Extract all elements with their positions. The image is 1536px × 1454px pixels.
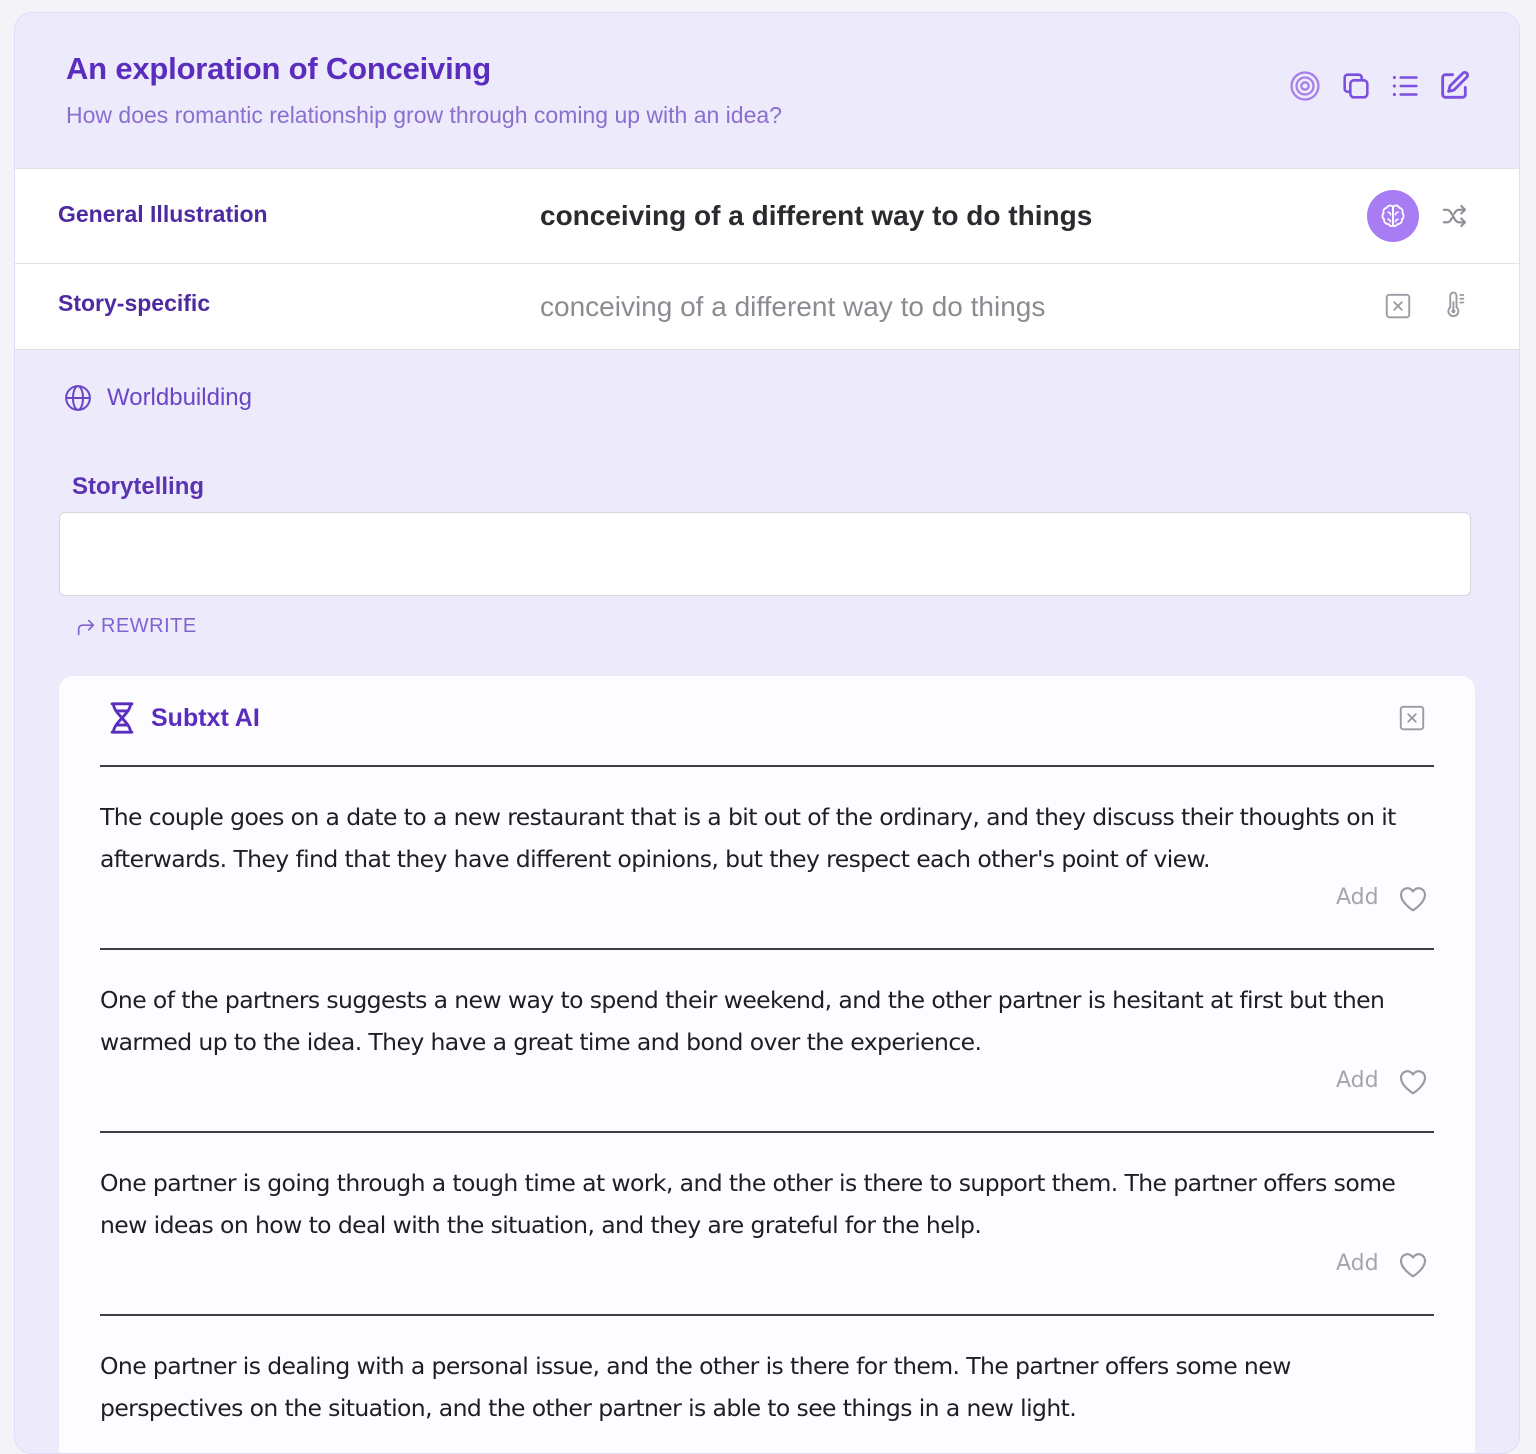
add-button[interactable]: Add	[1336, 1068, 1379, 1093]
divider	[100, 765, 1434, 767]
heart-icon[interactable]	[1397, 1066, 1429, 1098]
page-title: An exploration of Conceiving	[66, 51, 491, 86]
storytelling-label: Storytelling	[72, 473, 205, 500]
forward-arrow-icon	[75, 616, 97, 638]
general-illustration-value: conceiving of a different way to do things	[540, 200, 1093, 231]
list-button[interactable]	[1386, 67, 1424, 105]
shuffle-icon	[1440, 201, 1470, 231]
concept-card	[14, 12, 1520, 1454]
suggestion-text: The couple goes on a date to a new restaurant that is a bit out of the ordinary, and they discuss their thoughts on it afterwards. They find that they have different opinions, but they respect each other's point of view.	[100, 803, 1396, 873]
divider	[100, 1314, 1434, 1316]
globe-icon	[63, 383, 93, 413]
target-icon	[1288, 69, 1322, 103]
story-specific-row	[15, 263, 1519, 350]
storytelling-input[interactable]	[59, 512, 1471, 596]
story-specific-input[interactable]: conceiving of a different way to do things	[540, 291, 1046, 322]
ai-panel-title: Subtxt AI	[151, 703, 260, 732]
target-button[interactable]	[1286, 67, 1324, 105]
clear-button[interactable]	[1381, 289, 1415, 323]
suggestion-text: One of the partners suggests a new way to spend their weekend, and the other partner is hesitant at first but then warmed up to the idea. They have a great time and bond over the experience.	[100, 986, 1385, 1056]
thermometer-icon	[1439, 288, 1469, 322]
subtxt-ai-panel	[59, 676, 1475, 1454]
brain-button[interactable]	[1367, 190, 1419, 242]
list-icon	[1388, 69, 1422, 103]
worldbuilding-label: Worldbuilding	[107, 384, 252, 411]
suggestion-text: One partner is dealing with a personal issue, and the other is there for them. The partner offers some new perspectives on the situation, and the other partner is able to see things in a new light.	[100, 1352, 1291, 1422]
general-illustration-row	[15, 168, 1519, 263]
dna-icon	[107, 701, 137, 735]
edit-button[interactable]	[1435, 67, 1473, 105]
edit-icon	[1437, 69, 1471, 103]
divider	[100, 948, 1434, 950]
brain-icon	[1378, 201, 1408, 231]
worldbuilding-toggle[interactable]	[63, 383, 252, 413]
ai-panel-header	[107, 701, 260, 735]
rewrite-button[interactable]	[75, 615, 197, 638]
heart-icon[interactable]	[1397, 1249, 1429, 1281]
card-header	[15, 13, 1519, 168]
close-box-icon	[1397, 703, 1427, 733]
rewrite-label: REWRITE	[101, 615, 197, 637]
general-illustration-label: General Illustration	[58, 201, 268, 227]
copy-button[interactable]	[1337, 67, 1375, 105]
add-button[interactable]: Add	[1336, 885, 1379, 910]
suggestion-text: One partner is going through a tough time at work, and the other is there to support them. The partner offers some new ideas on how to deal with the situation, and they are grateful for the help.	[100, 1169, 1396, 1239]
temperature-button[interactable]	[1437, 286, 1471, 324]
page-subtitle: How does romantic relationship grow through coming up with an idea?	[66, 102, 782, 128]
divider	[100, 1131, 1434, 1133]
story-specific-label: Story-specific	[58, 290, 211, 316]
heart-icon[interactable]	[1397, 883, 1429, 915]
add-button[interactable]: Add	[1336, 1251, 1379, 1276]
close-box-icon	[1383, 291, 1413, 321]
copy-icon	[1339, 69, 1373, 103]
shuffle-button[interactable]	[1436, 197, 1474, 235]
ai-close-button[interactable]	[1396, 702, 1428, 734]
